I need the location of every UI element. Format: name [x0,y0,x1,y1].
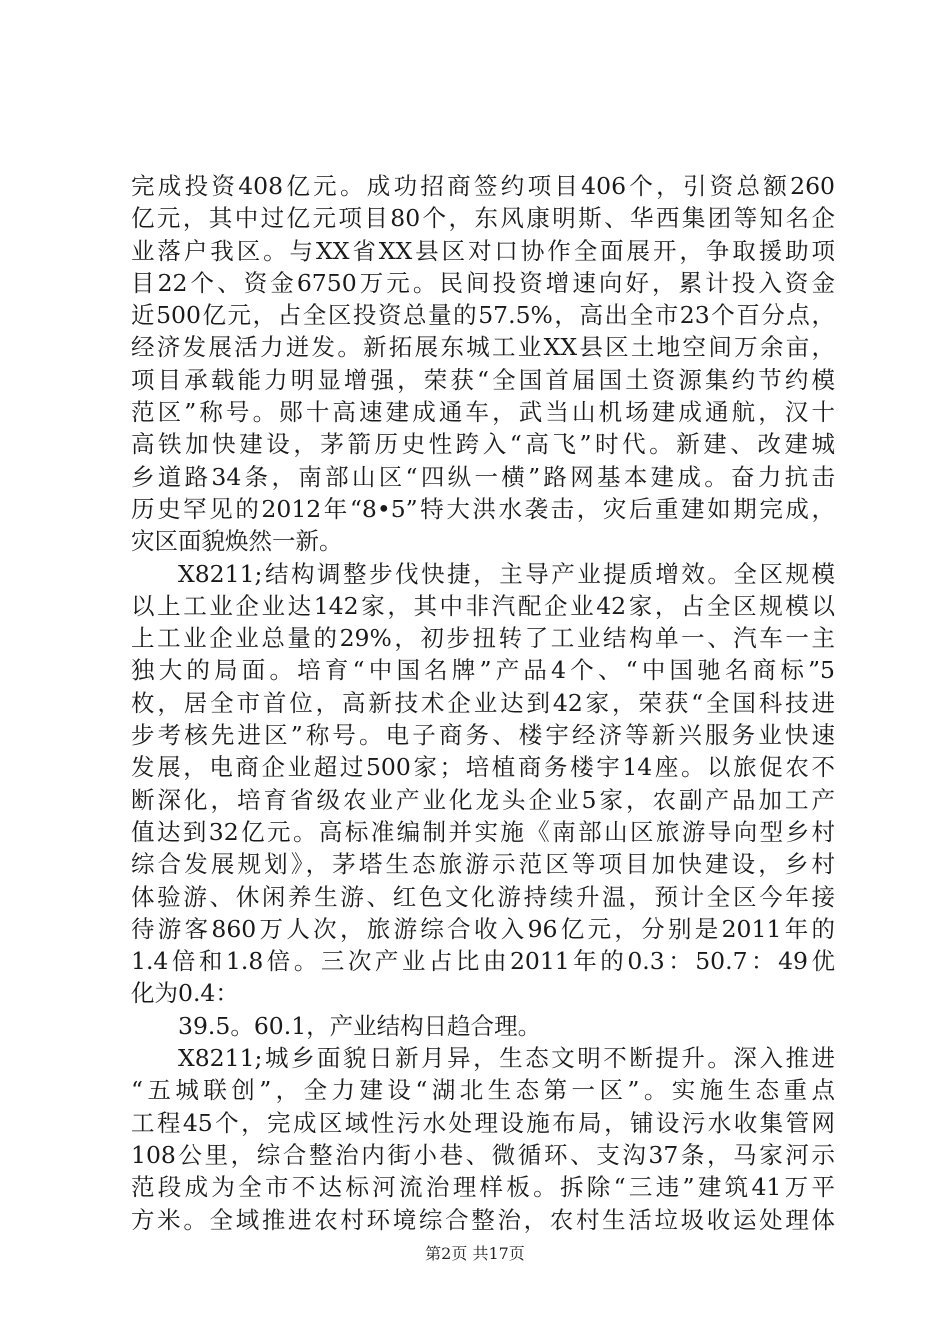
text-line: 项目承载能力明显增强，荣获“全国首届国土资源集约节约模 [131,365,835,394]
text-line: 以上工业企业达142家，其中非汽配企业42家，占全区规模以 [131,591,835,620]
text-line: 高铁加快建设，茅箭历史性跨入“高飞”时代。新建、改建城 [131,430,835,459]
text-line: 方米。全域推进农村环境综合整治，农村生活垃圾收运处理体 [131,1205,835,1234]
text-line: 乡道路34条，南部山区“四纵一横”路网基本建成。奋力抗击 [131,462,835,491]
text-line: 独大的局面。培育“中国名牌”产品4个、“中国驰名商标”5 [131,656,835,685]
text-line: 39.5。60.1，产业结构日趋合理。 [178,1011,542,1040]
text-line: 范段成为全市不达标河流治理样板。拆除“三违”建筑41万平 [131,1173,835,1202]
text-line: 1.4倍和1.8倍。三次产业占比由2011年的0.3：50.7：49优 [131,947,835,976]
text-line: 近500亿元，占全区投资总量的57.5%，高出全市23个百分点， [131,301,835,330]
text-line: 体验游、休闲养生游、红色文化游持续升温，预计全区今年接 [131,882,835,911]
text-line: 值达到32亿元。高标准编制并实施《南部山区旅游导向型乡村 [131,817,835,846]
page-footer: 第2页 共17页 [425,1244,525,1263]
text-line: 完成投资408亿元。成功招商签约项目406个，引资总额260 [131,172,835,200]
text-line: 步考核先进区”称号。电子商务、楼宇经济等新兴服务业快速 [131,721,835,750]
text-line: X8211;结构调整步伐快捷，主导产业提质增效。全区规模 [178,559,835,588]
text-line: 历史罕见的2012年“8•5”特大洪水袭击，灾后重建如期完成， [131,494,835,523]
text-line: 工程45个，完成区域性污水处理设施布局，铺设污水收集管网 [131,1108,835,1137]
text-line: 发展，电商企业超过500家；培植商务楼宇14座。以旅促农不 [131,753,835,782]
text-line: 业落户我区。与XX省XX县区对口协作全面展开，争取援助项 [131,236,835,265]
body-text [131,170,835,1236]
text-line: 化为0.4： [131,979,239,1008]
text-line: 综合发展规划》，茅塔生态旅游示范区等项目加快建设，乡村 [131,850,835,879]
text-line: 枚，居全市首位，高新技术企业达到42家，荣获“全国科技进 [131,688,835,717]
text-line: 范区”称号。郧十高速建成通车，武当山机场建成通航，汉十 [131,398,835,427]
text-line: 经济发展活力迸发。新拓展东城工业XX县区土地空间万余亩， [131,333,835,362]
text-line: 断深化，培育省级农业产业化龙头企业5家，农副产品加工产 [131,785,835,814]
text-line: 上工业企业总量的29%，初步扭转了工业结构单一、汽车一主 [131,624,835,653]
text-line: 亿元，其中过亿元项目80个，东风康明斯、华西集团等知名企 [131,204,835,233]
text-line: 目22个、资金6750万元。民间投资增速向好，累计投入资金 [131,268,835,297]
text-line: 108公里，综合整治内街小巷、微循环、支沟37条，马家河示 [131,1140,835,1169]
text-line: 灾区面貌焕然一新。 [131,527,343,556]
text-line: “五城联创”，全力建设“湖北生态第一区”。实施生态重点 [131,1076,835,1105]
text-line: 待游客860万人次，旅游综合收入96亿元，分别是2011年的 [131,914,835,943]
text-line: X8211;城乡面貌日新月异，生态文明不断提升。深入推进 [178,1044,835,1073]
